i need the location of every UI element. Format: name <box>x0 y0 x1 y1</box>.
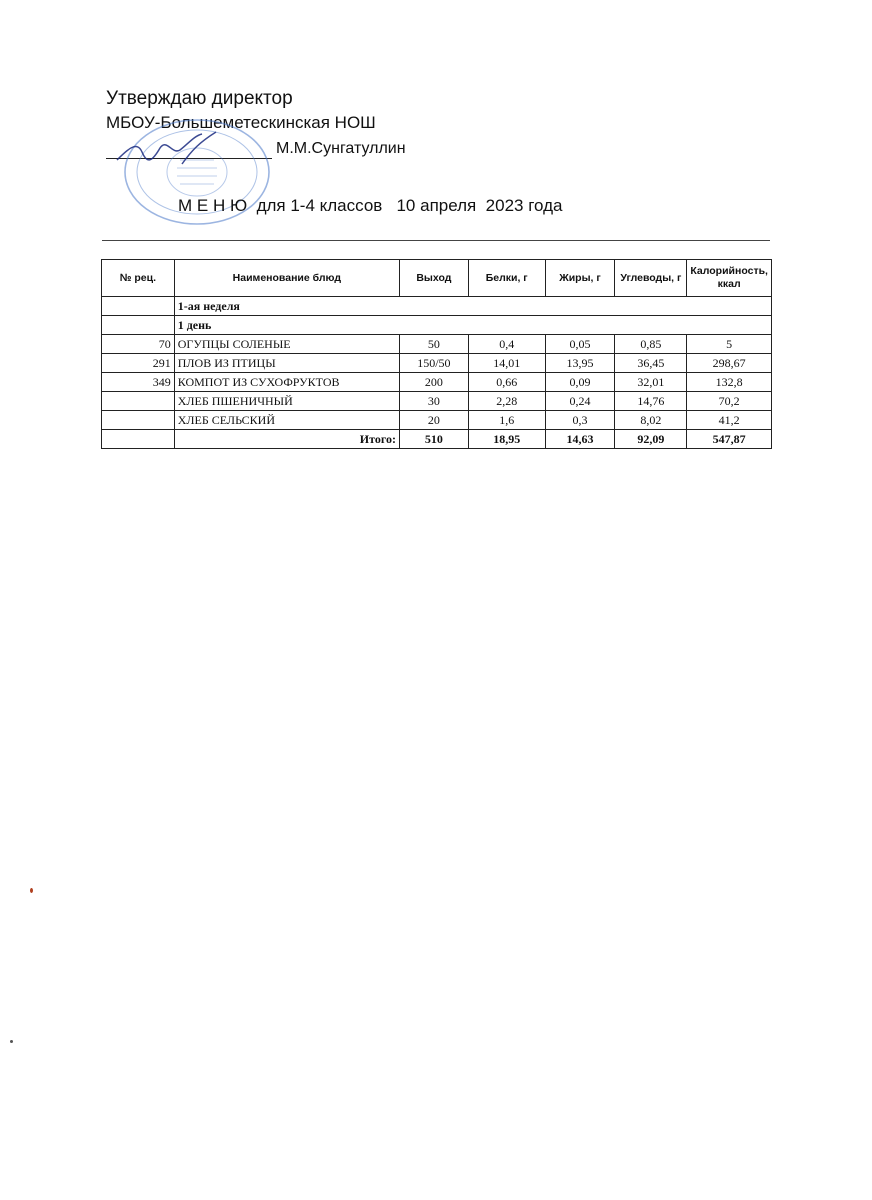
total-row <box>102 430 772 449</box>
fat-cell: 0,3 <box>545 411 615 430</box>
col-header-protein: Белки, г <box>468 260 545 297</box>
total-label: Итого: <box>174 430 399 449</box>
carbs-cell: 36,45 <box>615 354 687 373</box>
rec-cell: 291 <box>102 354 175 373</box>
yield-cell: 200 <box>399 373 468 392</box>
total-kcal: 547,87 <box>687 430 772 449</box>
col-header-rec: № рец. <box>102 260 175 297</box>
dish-cell: ХЛЕБ СЕЛЬСКИЙ <box>174 411 399 430</box>
title-divider <box>102 240 770 241</box>
col-header-fat: Жиры, г <box>545 260 615 297</box>
day-row <box>102 316 772 335</box>
protein-cell: 1,6 <box>468 411 545 430</box>
week-empty-cell <box>102 297 175 316</box>
rec-cell <box>102 392 175 411</box>
dish-cell: ХЛЕБ ПШЕНИЧНЫЙ <box>174 392 399 411</box>
director-name: М.М.Сунгатуллин <box>276 140 406 157</box>
total-carbs: 92,09 <box>615 430 687 449</box>
yield-cell: 20 <box>399 411 468 430</box>
kcal-cell: 41,2 <box>687 411 772 430</box>
fat-cell: 0,09 <box>545 373 615 392</box>
rec-cell <box>102 411 175 430</box>
table-row <box>102 354 772 373</box>
table-row <box>102 411 772 430</box>
kcal-cell: 70,2 <box>687 392 772 411</box>
day-empty-cell <box>102 316 175 335</box>
week-row <box>102 297 772 316</box>
dish-cell: КОМПОТ ИЗ СУХОФРУКТОВ <box>174 373 399 392</box>
rec-cell: 70 <box>102 335 175 354</box>
yield-cell: 150/50 <box>399 354 468 373</box>
protein-cell: 2,28 <box>468 392 545 411</box>
table-row <box>102 373 772 392</box>
total-yield: 510 <box>399 430 468 449</box>
col-header-kcal: Калорийность, ккал <box>687 260 772 297</box>
total-protein: 18,95 <box>468 430 545 449</box>
carbs-cell: 8,02 <box>615 411 687 430</box>
protein-cell: 0,66 <box>468 373 545 392</box>
total-fat: 14,63 <box>545 430 615 449</box>
table-row <box>102 335 772 354</box>
col-header-carbs: Углеводы, г <box>615 260 687 297</box>
protein-cell: 0,4 <box>468 335 545 354</box>
carbs-cell: 14,76 <box>615 392 687 411</box>
carbs-cell: 0,85 <box>615 335 687 354</box>
week-label: 1-ая неделя <box>174 297 771 316</box>
dish-cell: ПЛОВ ИЗ ПТИЦЫ <box>174 354 399 373</box>
day-label: 1 день <box>174 316 771 335</box>
fat-cell: 0,24 <box>545 392 615 411</box>
col-header-yield: Выход <box>399 260 468 297</box>
table-row <box>102 392 772 411</box>
protein-cell: 14,01 <box>468 354 545 373</box>
fat-cell: 0,05 <box>545 335 615 354</box>
rec-cell: 349 <box>102 373 175 392</box>
menu-title: М Е Н Ю для 1-4 классов 10 апреля 2023 года <box>178 196 563 215</box>
scan-speck <box>10 1040 13 1043</box>
scan-speck <box>30 888 33 893</box>
total-empty-cell <box>102 430 175 449</box>
yield-cell: 50 <box>399 335 468 354</box>
carbs-cell: 32,01 <box>615 373 687 392</box>
kcal-cell: 5 <box>687 335 772 354</box>
col-header-name: Наименование блюд <box>174 260 399 297</box>
approval-title: Утверждаю директор <box>106 88 293 109</box>
table-header-row <box>102 260 772 297</box>
yield-cell: 30 <box>399 392 468 411</box>
approval-school: МБОУ-Большеметескинская НОШ <box>106 113 376 132</box>
kcal-cell: 298,67 <box>687 354 772 373</box>
fat-cell: 13,95 <box>545 354 615 373</box>
dish-cell: ОГУПЦЫ СОЛЕНЫЕ <box>174 335 399 354</box>
kcal-cell: 132,8 <box>687 373 772 392</box>
menu-table <box>101 259 772 449</box>
director-signature <box>112 130 222 170</box>
